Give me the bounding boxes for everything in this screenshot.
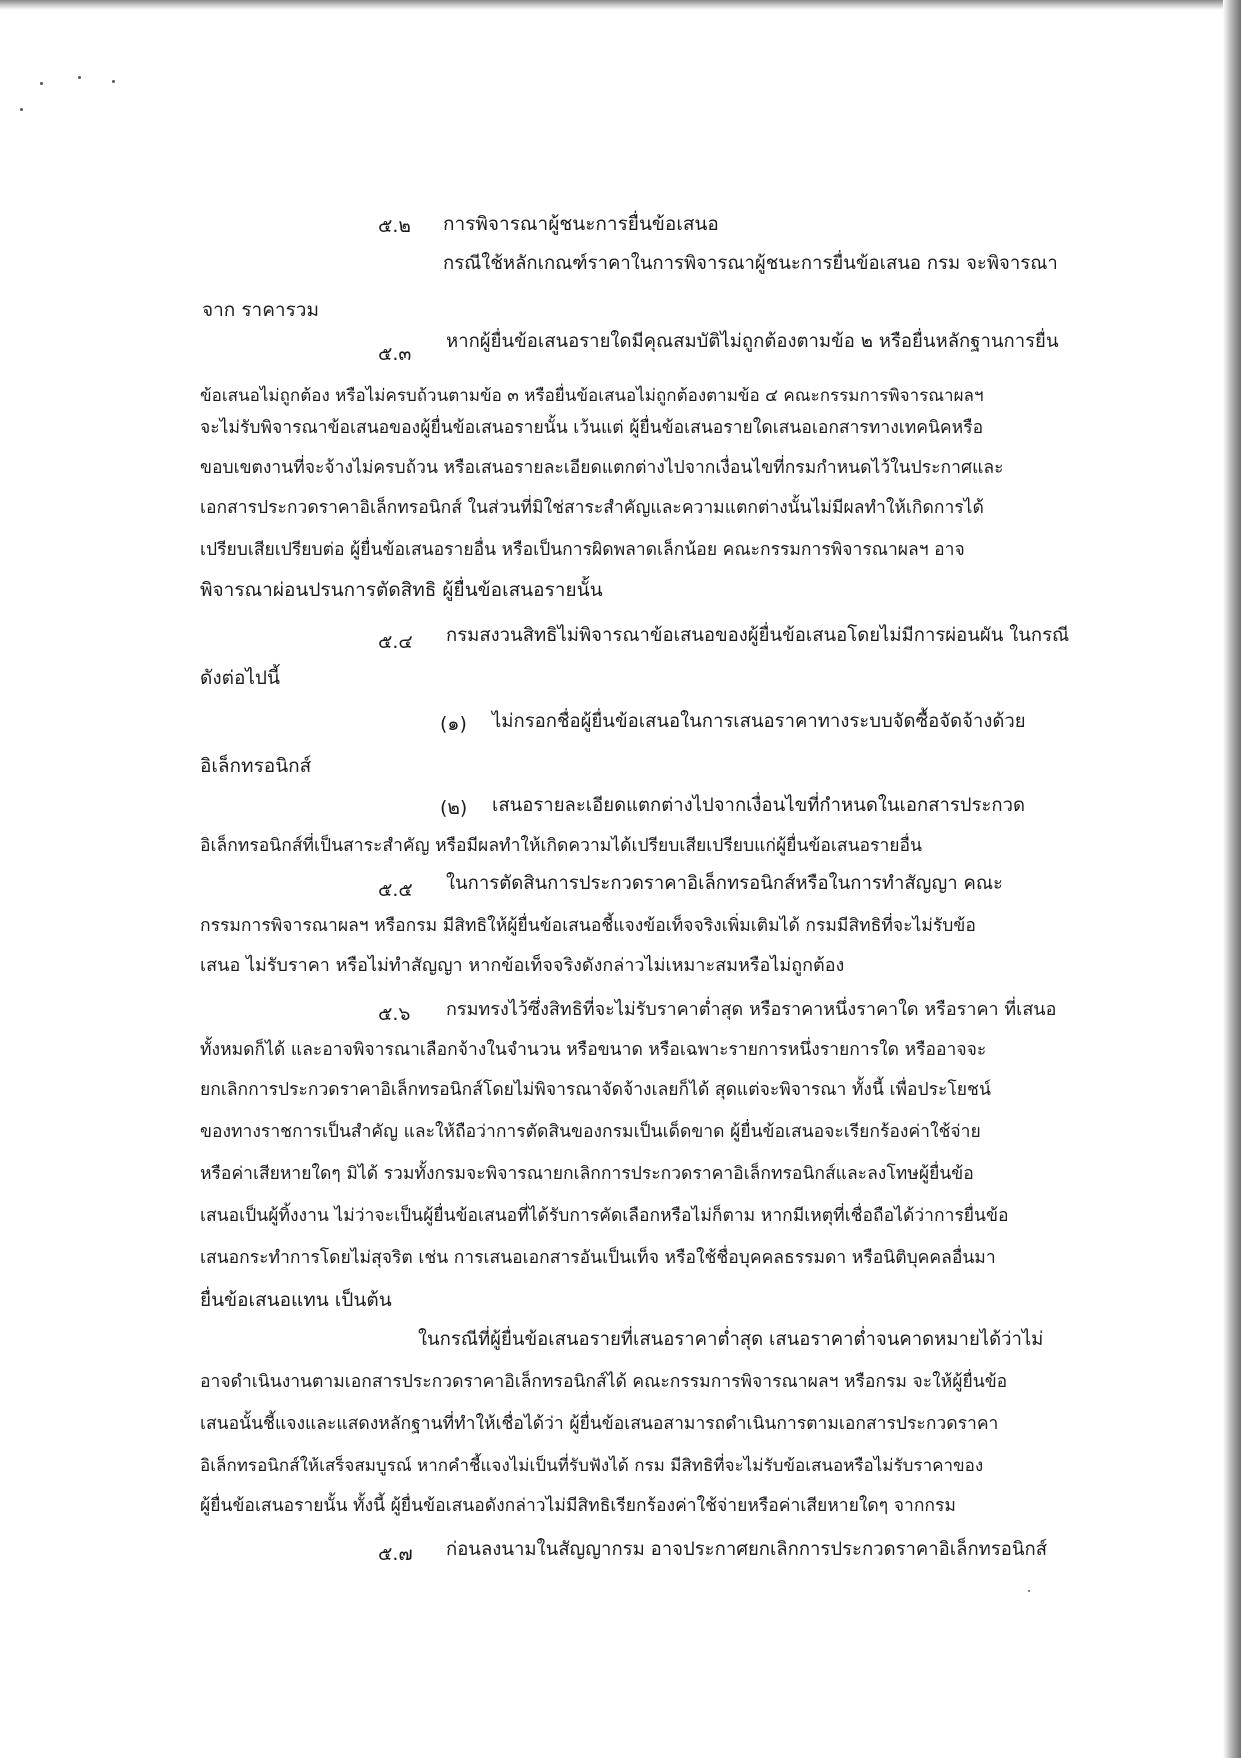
scan-speck (112, 80, 115, 83)
scan-right-edge (1223, 0, 1241, 1758)
section-5-6-para2-line: อิเล็กทรอนิกส์ให้เสร็จสมบูรณ์ หากคำชี้แจงไม่เป็นที่รับฟังได้ กรม มีสิทธิที่จะไม่รับข้อเสนอหรือไม่รับราคาของ (200, 1456, 984, 1476)
item-2-line: อิเล็กทรอนิกส์ที่เป็นสาระสำคัญ หรือมีผลทำให้เกิดความได้เปรียบเสียเปรียบแก่ผู้ยื่นข้อเสนอรายอื่น (200, 836, 923, 856)
section-5-6-line: ยกเลิกการประกวดราคาอิเล็กทรอนิกส์โดยไม่พิจารณาจัดจ้างเลยก็ได้ สุดแต่จะพิจารณา ทั้งนี้ เพื่อประโยชน์ (200, 1080, 991, 1100)
item-1-line: อิเล็กทรอนิกส์ (200, 755, 312, 777)
scan-speck (20, 108, 23, 111)
section-5-5-line: กรรมการพิจารณาผลฯ หรือกรม มีสิทธิให้ผู้ยื่นข้อเสนอชี้แจงข้อเท็จจริงเพิ่มเติมได้ กรมมีสิทธิที่จะไม่รับข้อ (200, 916, 976, 936)
section-5-5-line: ในการตัดสินการประกวดราคาอิเล็กทรอนิกส์หรือในการทำสัญญา คณะ (446, 873, 1003, 894)
section-5-3-line: ข้อเสนอไม่ถูกต้อง หรือไม่ครบถ้วนตามข้อ ๓ หรือยื่นข้อเสนอไม่ถูกต้องตามข้อ ๔ คณะกรรมการพิจารณาผลฯ (200, 386, 984, 406)
section-5-3-line: เอกสารประกวดราคาอิเล็กทรอนิกส์ ในส่วนที่มิใช่สาระสำคัญและความแตกต่างนั้นไม่มีผลทำให้เกิดการได้ (200, 498, 984, 518)
section-5-6-line: ทั้งหมดก็ได้ และอาจพิจารณาเลือกจ้างในจำนวน หรือขนาด หรือเฉพาะรายการหนึ่งรายการใด หรืออาจจะ (200, 1040, 987, 1060)
section-5-2-line: กรณีใช้หลักเกณฑ์ราคาในการพิจารณาผู้ชนะการยื่นข้อเสนอ กรม จะพิจารณา (443, 253, 1058, 274)
section-5-2-line: จาก ราคารวม (202, 299, 319, 321)
item-1-line: ไม่กรอกชื่อผู้ยื่นข้อเสนอในการเสนอราคาทางระบบจัดซื้อจัดจ้างด้วย (492, 711, 1026, 732)
section-5-6-number: ๕.๖ (378, 1003, 411, 1025)
section-5-3-line: ขอบเขตงานที่จะจ้างไม่ครบถ้วน หรือเสนอรายละเอียดแตกต่างไปจากเงื่อนไขที่กรมกำหนดไว้ในประกาศและ (200, 458, 1004, 478)
scan-speck (78, 76, 81, 79)
section-5-6-line: ของทางราชการเป็นสำคัญ และให้ถือว่าการตัดสินของกรมเป็นเด็ดขาด ผู้ยื่นข้อเสนอจะเรียกร้องค่าใช้จ่าย (200, 1122, 981, 1142)
section-5-6-line: เสนอกระทำการโดยไม่สุจริต เช่น การเสนอเอกสารอันเป็นเท็จ หรือใช้ชื่อบุคคลธรรมดา หรือนิติบุคคลอื่นมา (200, 1248, 996, 1268)
section-5-6-line: ยื่นข้อเสนอแทน เป็นต้น (200, 1289, 392, 1311)
section-5-6-line: หรือค่าเสียหายใดๆ มิได้ รวมทั้งกรมจะพิจารณายกเลิกการประกวดราคาอิเล็กทรอนิกส์และลงโทษผู้ยื่นข้อ (200, 1164, 974, 1184)
section-5-7-line: ก่อนลงนามในสัญญากรม อาจประกาศยกเลิกการประกวดราคาอิเล็กทรอนิกส์ (446, 1539, 1048, 1560)
section-5-6-para2-line: ในกรณีที่ผู้ยื่นข้อเสนอรายที่เสนอราคาต่ำสุด เสนอราคาต่ำจนคาดหมายได้ว่าไม่ (418, 1329, 1044, 1350)
section-5-6-para2-line: ผู้ยื่นข้อเสนอรายนั้น ทั้งนี้ ผู้ยื่นข้อเสนอดังกล่าวไม่มีสิทธิเรียกร้องค่าใช้จ่ายหรือค่าเสียหายใดๆ จากกรม (200, 1496, 956, 1516)
section-5-2-title: การพิจารณาผู้ชนะการยื่นข้อเสนอ (443, 213, 719, 235)
section-5-7-number: ๕.๗ (378, 1543, 413, 1565)
section-5-3-line: จะไม่รับพิจารณาข้อเสนอของผู้ยื่นข้อเสนอรายนั้น เว้นแต่ ผู้ยื่นข้อเสนอรายใดเสนอเอกสารทางเทคนิคหรือ (200, 418, 984, 438)
section-5-2-number: ๕.๒ (378, 215, 411, 237)
scan-top-edge (0, 0, 1241, 10)
item-1-number: (๑) (440, 713, 467, 735)
section-5-3-number: ๕.๓ (378, 343, 412, 365)
section-5-6-para2-line: อาจดำเนินงานตามเอกสารประกวดราคาอิเล็กทรอนิกส์ได้ คณะกรรมการพิจารณาผลฯ หรือกรม จะให้ผู้ยื่นข้อ (200, 1372, 1008, 1392)
section-5-6-line: กรมทรงไว้ซึ่งสิทธิที่จะไม่รับราคาต่ำสุด หรือราคาหนึ่งราคาใด หรือราคา ที่เสนอ (446, 999, 1057, 1020)
section-5-4-line: กรมสงวนสิทธิไม่พิจารณาข้อเสนอของผู้ยื่นข้อเสนอโดยไม่มีการผ่อนผัน ในกรณี (446, 625, 1070, 646)
scan-speck (40, 82, 43, 85)
section-5-3-line: พิจารณาผ่อนปรนการตัดสิทธิ ผู้ยื่นข้อเสนอรายนั้น (200, 579, 603, 601)
section-5-3-line: เปรียบเสียเปรียบต่อ ผู้ยื่นข้อเสนอรายอื่น หรือเป็นการผิดพลาดเล็กน้อย คณะกรรมการพิจารณาผลฯ อาจ (200, 540, 965, 560)
item-2-number: (๒) (440, 797, 468, 819)
section-5-6-para2-line: เสนอนั้นชี้แจงและแสดงหลักฐานที่ทำให้เชื่อได้ว่า ผู้ยื่นข้อเสนอสามารถดำเนินการตามเอกสารประกวดราคา (200, 1414, 999, 1434)
section-5-4-line: ดังต่อไปนี้ (200, 667, 280, 689)
item-2-line: เสนอรายละเอียดแตกต่างไปจากเงื่อนไขที่กำหนดในเอกสารประกวด (492, 795, 1026, 816)
section-5-3-line: หากผู้ยื่นข้อเสนอรายใดมีคุณสมบัติไม่ถูกต้องตามข้อ ๒ หรือยื่นหลักฐานการยื่น (446, 331, 1059, 352)
scan-speck (1028, 1590, 1030, 1592)
section-5-4-number: ๕.๔ (378, 631, 413, 653)
section-5-5-line: เสนอ ไม่รับราคา หรือไม่ทำสัญญา หากข้อเท็จจริงดังกล่าวไม่เหมาะสมหรือไม่ถูกต้อง (200, 955, 845, 976)
section-5-6-line: เสนอเป็นผู้ทิ้งงาน ไม่ว่าจะเป็นผู้ยื่นข้อเสนอที่ได้รับการคัดเลือกหรือไม่ก็ตาม หากมีเหตุที่เชื่อถือได้ว่าการยื่นข้อ (200, 1206, 1009, 1226)
section-5-5-number: ๕.๕ (378, 879, 413, 901)
